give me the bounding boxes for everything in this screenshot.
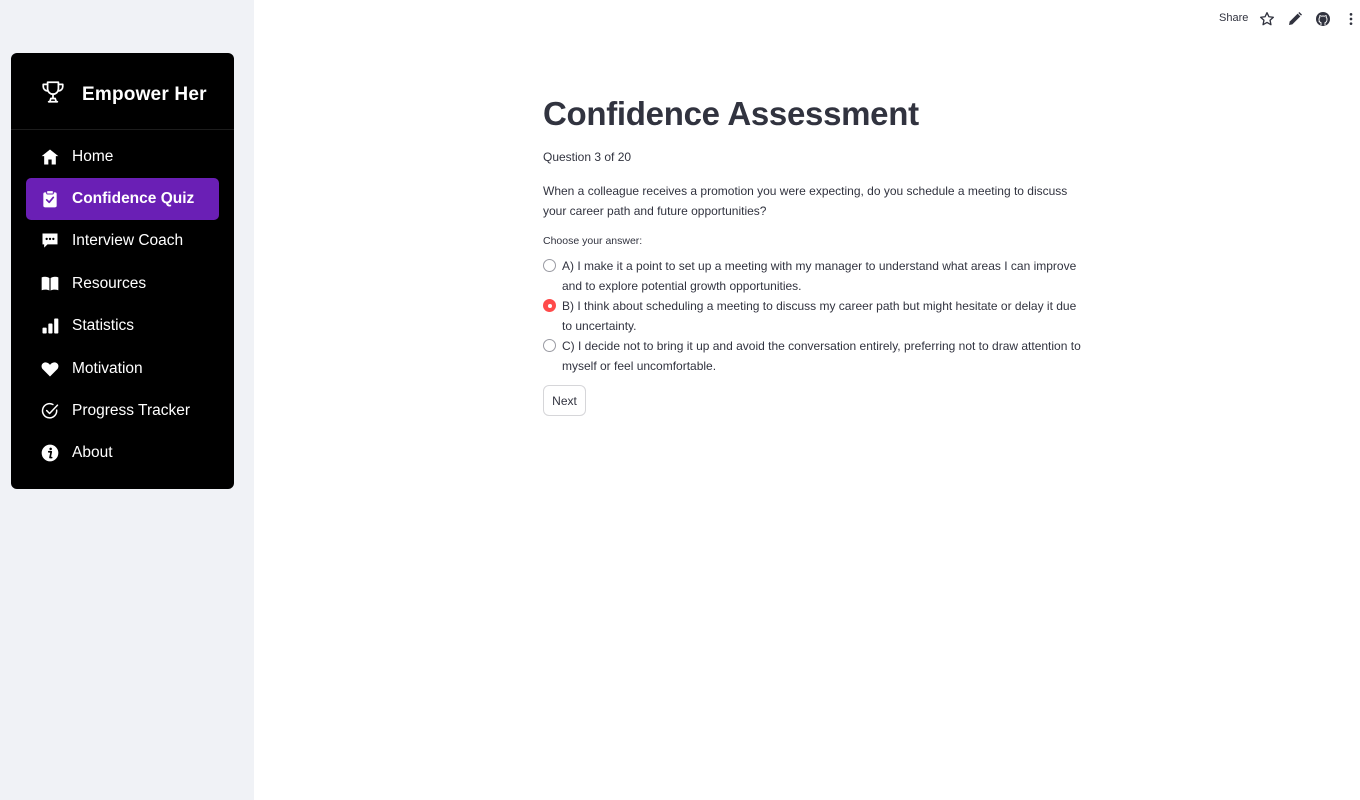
sidebar-item-interview-coach[interactable]	[26, 220, 219, 262]
answer-option-text: B) I think about scheduling a meeting to discuss my career path but might hesitate or delay it due to uncertainty.	[562, 299, 1077, 333]
sidebar-item-progress-tracker[interactable]	[26, 390, 219, 432]
house-icon	[40, 147, 60, 167]
sidebar-item-label: Motivation	[72, 360, 143, 377]
sidebar-item-confidence-quiz[interactable]	[26, 178, 219, 220]
info-icon	[40, 443, 60, 463]
chat-bubble-icon	[40, 231, 60, 251]
check-circle-icon	[40, 401, 60, 421]
nav-menu	[11, 53, 234, 489]
sidebar-item-motivation[interactable]	[26, 348, 219, 390]
book-icon	[40, 274, 60, 294]
sidebar-item-label: Home	[72, 148, 114, 165]
sidebar	[0, 0, 254, 800]
question-counter: Question 3 of 20	[543, 150, 632, 164]
pencil-icon[interactable]	[1287, 11, 1303, 27]
more-vertical-icon[interactable]	[1343, 11, 1359, 27]
sidebar-item-label: About	[72, 444, 113, 461]
answer-group-label: Choose your answer:	[543, 235, 643, 247]
brand-title: Empower Her	[82, 84, 207, 105]
brand-header	[11, 53, 234, 130]
sidebar-item-label: Interview Coach	[72, 232, 184, 249]
sidebar-item-about[interactable]	[26, 432, 219, 474]
answer-option-text: A) I make it a point to set up a meeting with my manager to understand what areas I can improve and to explore potential growth opportunities.	[562, 259, 1077, 293]
sidebar-item-label: Statistics	[72, 317, 135, 334]
bar-chart-icon	[40, 316, 60, 336]
answer-option-text: C) I decide not to bring it up and avoid the conversation entirely, preferring not to draw attention to myself or feel uncomfortable.	[562, 339, 1081, 373]
sidebar-item-home[interactable]	[26, 136, 219, 178]
sidebar-item-label: Confidence Quiz	[72, 190, 195, 207]
sidebar-item-resources[interactable]	[26, 263, 219, 305]
radio-button[interactable]	[543, 339, 556, 352]
star-icon[interactable]	[1259, 11, 1275, 27]
radio-button[interactable]	[543, 259, 556, 272]
sidebar-item-label: Resources	[72, 275, 147, 292]
question-text: When a colleague receives a promotion you were expecting, do you schedule a meeting to discuss your career path and future opportunities?	[543, 184, 1068, 218]
heart-icon	[40, 359, 60, 379]
trophy-icon	[40, 79, 66, 105]
sidebar-item-label: Progress Tracker	[72, 402, 191, 419]
share-button[interactable]: Share	[1219, 12, 1249, 24]
clipboard-check-icon	[40, 189, 60, 209]
radio-button-selected[interactable]	[543, 299, 556, 312]
next-button[interactable]: Next	[543, 385, 586, 416]
page-title: Confidence Assessment	[543, 95, 919, 132]
sidebar-item-statistics[interactable]	[26, 305, 219, 347]
github-icon[interactable]	[1315, 11, 1331, 27]
